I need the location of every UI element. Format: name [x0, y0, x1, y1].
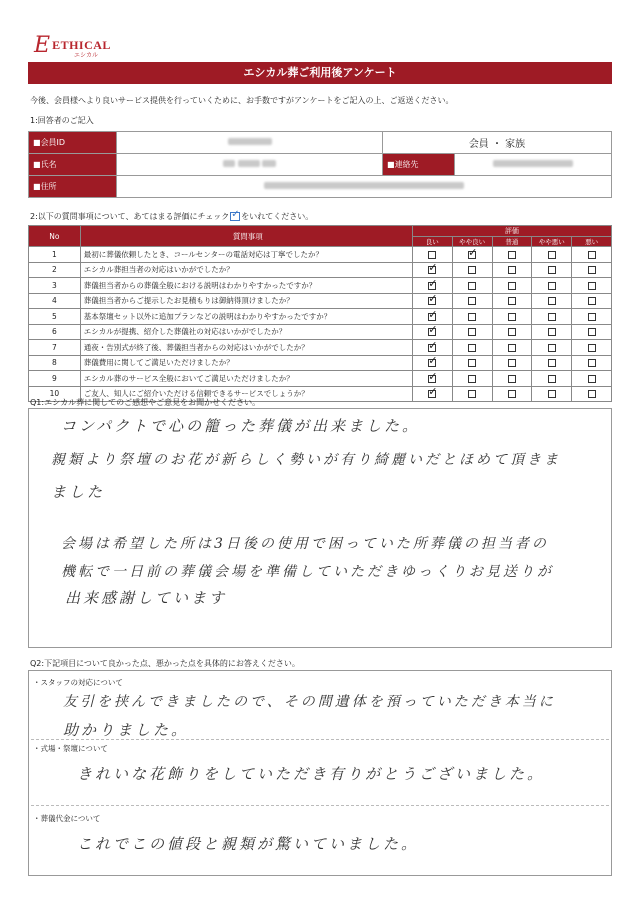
ethical-logo	[34, 33, 111, 59]
rating-checkbox[interactable]	[468, 282, 476, 290]
rating-cell	[492, 262, 532, 278]
rating-checkbox[interactable]	[588, 282, 596, 290]
rating-cell	[412, 247, 452, 263]
logo-name: ETHICAL	[52, 38, 111, 52]
rating-checkbox[interactable]	[548, 344, 556, 352]
q1-line-4: 会場は希望した所は3日後の使用で困っていた所葬儀の担当者の	[61, 536, 549, 552]
rating-cell	[532, 309, 572, 325]
rating-cell	[412, 293, 452, 309]
rating-cell	[572, 278, 612, 294]
rating-fairly-bad: やや悪い	[532, 237, 572, 247]
rating-checkbox[interactable]	[428, 297, 436, 305]
rating-checkbox[interactable]	[588, 251, 596, 259]
question-text: エシカル葬担当者の対応はいかがでしたか？	[80, 262, 412, 278]
q1-line-5: 機転で一日前の葬儀会場を準備していただきゆっくりお見送りが	[61, 564, 554, 580]
rating-cell	[412, 355, 452, 371]
address-label: ■住所	[29, 176, 117, 198]
contact-field	[455, 154, 612, 176]
question-text: エシカル葬のサービス全般においてご満足いただけましたか？	[80, 371, 412, 387]
rating-cell	[492, 309, 532, 325]
staff-line-2: 助かりました。	[63, 721, 190, 739]
question-no: 4	[29, 293, 81, 309]
q1-line-2: 親類より祭壇のお花が新らしく勢いが有り綺麗いだとほめて頂きま	[51, 452, 561, 468]
altar-label: ・式場・祭壇について	[33, 744, 108, 753]
rating-cell	[492, 324, 532, 340]
section2-heading: 2:以下の質問事項について、あてはまる評価にチェック✓ をいれてください。	[30, 211, 313, 222]
contact-label: ■連絡先	[383, 154, 455, 176]
rating-cell	[412, 324, 452, 340]
rating-checkbox[interactable]	[428, 266, 436, 274]
question-text: 葬儀担当者からご提示したお見積もりは御納得頂けましたか？	[80, 293, 412, 309]
question-text: 通夜・告別式が終了後、葬儀担当者からの対応はいかがでしたか？	[80, 340, 412, 356]
rating-cell	[492, 386, 532, 402]
rating-checkbox[interactable]	[588, 375, 596, 383]
rating-cell	[412, 371, 452, 387]
rating-cell	[532, 386, 572, 402]
respondent-info-table	[28, 131, 612, 198]
rating-checkbox[interactable]	[428, 375, 436, 383]
question-no: 9	[29, 371, 81, 387]
rating-cell	[532, 262, 572, 278]
question-text: エシカルが提携、紹介した葬儀社の対応はいかがでしたか？	[80, 324, 412, 340]
question-no: 10	[29, 386, 81, 402]
rating-checkbox[interactable]	[548, 266, 556, 274]
address-field	[117, 176, 612, 198]
rating-cell	[532, 278, 572, 294]
question-row	[29, 309, 612, 325]
col-no: No	[29, 226, 81, 247]
altar-line-1: きれいな花飾りをしていただき有りがとうございました。	[77, 765, 546, 783]
name-field	[117, 154, 383, 176]
rating-checkbox[interactable]	[428, 359, 436, 367]
rating-cell	[572, 340, 612, 356]
rating-cell	[572, 324, 612, 340]
rating-cell	[532, 247, 572, 263]
rating-checkbox[interactable]	[468, 375, 476, 383]
intro-text: 今後、会員様へより良いサービス提供を行っていくために、お手数ですがアンケートをご記入の上、ご返送ください。	[30, 96, 454, 105]
rating-checkbox[interactable]	[588, 359, 596, 367]
rating-cell	[452, 278, 492, 294]
name-label: ■氏名	[29, 154, 117, 176]
q1-heading: Q1:エシカル葬に関してのご感想やご意見をお聞かせください。	[30, 398, 261, 407]
rating-checkbox[interactable]	[548, 390, 556, 398]
question-row	[29, 262, 612, 278]
rating-cell	[572, 293, 612, 309]
rating-cell	[452, 247, 492, 263]
rating-checkbox[interactable]	[508, 297, 516, 305]
logo-mark: E	[34, 33, 51, 58]
rating-checkbox[interactable]	[428, 251, 436, 259]
q2-answer-area	[28, 670, 612, 876]
question-row	[29, 340, 612, 356]
rating-checkbox[interactable]	[508, 390, 516, 398]
rating-checkbox[interactable]	[468, 297, 476, 305]
rating-cell	[572, 386, 612, 402]
rating-checkbox[interactable]	[508, 344, 516, 352]
rating-cell	[572, 355, 612, 371]
member-type: 会員 ・ 家族	[383, 132, 612, 154]
question-no: 7	[29, 340, 81, 356]
rating-checkbox[interactable]	[508, 328, 516, 336]
question-row	[29, 371, 612, 387]
rating-cell	[452, 293, 492, 309]
checkbox-example-icon	[230, 212, 240, 221]
divider-1	[31, 739, 609, 740]
rating-cell	[452, 340, 492, 356]
question-no: 6	[29, 324, 81, 340]
rating-cell	[412, 386, 452, 402]
rating-checkbox[interactable]	[588, 344, 596, 352]
rating-cell	[452, 371, 492, 387]
logo-kana: エシカル	[74, 52, 99, 59]
rating-cell	[532, 324, 572, 340]
rating-checkbox[interactable]	[548, 297, 556, 305]
question-row	[29, 247, 612, 263]
rating-checkbox[interactable]	[468, 313, 476, 321]
q2-heading: Q2:下記項目について良かった点、悪かった点を具体的にお答えください。	[30, 659, 300, 668]
rating-checkbox[interactable]	[588, 297, 596, 305]
divider-2	[31, 805, 609, 806]
staff-label: ・スタッフの対応について	[33, 678, 123, 687]
question-text: ご友人、知人にご紹介いただける信頼できるサービスでしょうか？	[80, 386, 412, 402]
member-id-field	[117, 132, 383, 154]
rating-checkbox[interactable]	[588, 328, 596, 336]
rating-checkbox[interactable]	[508, 313, 516, 321]
rating-checkbox[interactable]	[508, 375, 516, 383]
rating-cell	[532, 355, 572, 371]
question-no: 8	[29, 355, 81, 371]
rating-checkbox[interactable]	[508, 251, 516, 259]
question-text: 葬儀担当者からの葬儀全般における説明はわかりやすかったですか？	[80, 278, 412, 294]
rating-checkbox[interactable]	[468, 359, 476, 367]
survey-title: エシカル葬ご利用後アンケート	[28, 62, 612, 84]
q1-line-6: 出来感謝しています	[65, 589, 228, 607]
question-no: 5	[29, 309, 81, 325]
rating-cell	[532, 340, 572, 356]
rating-cell	[572, 262, 612, 278]
q1-line-1: コンパクトで心の籠った葬儀が出来ました。	[61, 417, 420, 435]
rating-checkbox[interactable]	[548, 375, 556, 383]
rating-checkbox[interactable]	[468, 251, 476, 259]
rating-checkbox[interactable]	[428, 313, 436, 321]
rating-checkbox[interactable]	[548, 328, 556, 336]
rating-cell	[532, 293, 572, 309]
rating-checkbox[interactable]	[548, 282, 556, 290]
rating-cell	[572, 247, 612, 263]
rating-checkbox[interactable]	[508, 282, 516, 290]
question-text: 最初に葬儀依頼したとき、コールセンターの電話対応は丁寧でしたか？	[80, 247, 412, 263]
col-question: 質問事項	[80, 226, 412, 247]
rating-cell	[452, 386, 492, 402]
question-row	[29, 355, 612, 371]
rating-checkbox[interactable]	[588, 266, 596, 274]
staff-line-1: 友引を挟んできましたので、その間遺体を預っていただき本当に	[63, 694, 556, 710]
rating-checkbox[interactable]	[468, 344, 476, 352]
question-row	[29, 293, 612, 309]
cost-line-1: これでこの値段と親類が驚いていました。	[77, 835, 420, 853]
rating-checkbox[interactable]	[508, 359, 516, 367]
rating-checkbox[interactable]	[548, 251, 556, 259]
rating-checkbox[interactable]	[428, 282, 436, 290]
rating-cell	[412, 309, 452, 325]
rating-bad: 悪い	[572, 237, 612, 247]
question-text: 葬儀費用に関してご満足いただけましたか？	[80, 355, 412, 371]
rating-cell	[412, 262, 452, 278]
rating-average: 普通	[492, 237, 532, 247]
q1-line-3: ました	[51, 483, 106, 501]
rating-checkbox[interactable]	[548, 359, 556, 367]
rating-cell	[452, 324, 492, 340]
rating-cell	[452, 262, 492, 278]
question-row	[29, 324, 612, 340]
question-no: 2	[29, 262, 81, 278]
rating-fairly-good: やや良い	[452, 237, 492, 247]
rating-cell	[492, 355, 532, 371]
rating-cell	[492, 340, 532, 356]
rating-cell	[492, 293, 532, 309]
rating-checkbox[interactable]	[428, 344, 436, 352]
q1-answer-area	[28, 408, 612, 648]
rating-cell	[492, 371, 532, 387]
col-rating: 評価	[412, 226, 611, 237]
rating-checkbox[interactable]	[588, 313, 596, 321]
rating-checkbox[interactable]	[468, 328, 476, 336]
question-no: 3	[29, 278, 81, 294]
rating-cell	[492, 247, 532, 263]
rating-checkbox[interactable]	[468, 390, 476, 398]
rating-cell	[532, 371, 572, 387]
rating-cell	[492, 278, 532, 294]
rating-checkbox[interactable]	[548, 313, 556, 321]
section1-heading: 1:回答者のご記入	[30, 116, 94, 125]
question-text: 基本祭壇セット以外に追加プランなどの説明はわかりやすかったですか？	[80, 309, 412, 325]
question-no: 1	[29, 247, 81, 263]
cost-label: ・葬儀代金について	[33, 814, 101, 823]
rating-cell	[412, 278, 452, 294]
rating-cell	[572, 309, 612, 325]
rating-table	[28, 225, 612, 402]
member-id-label: ■会員ID	[29, 132, 117, 154]
rating-checkbox[interactable]	[508, 266, 516, 274]
rating-good: 良い	[412, 237, 452, 247]
rating-cell	[452, 355, 492, 371]
rating-checkbox[interactable]	[588, 390, 596, 398]
rating-checkbox[interactable]	[468, 266, 476, 274]
rating-checkbox[interactable]	[428, 328, 436, 336]
rating-cell	[572, 371, 612, 387]
rating-cell	[412, 340, 452, 356]
rating-cell	[452, 309, 492, 325]
question-row	[29, 278, 612, 294]
rating-checkbox[interactable]	[428, 390, 436, 398]
